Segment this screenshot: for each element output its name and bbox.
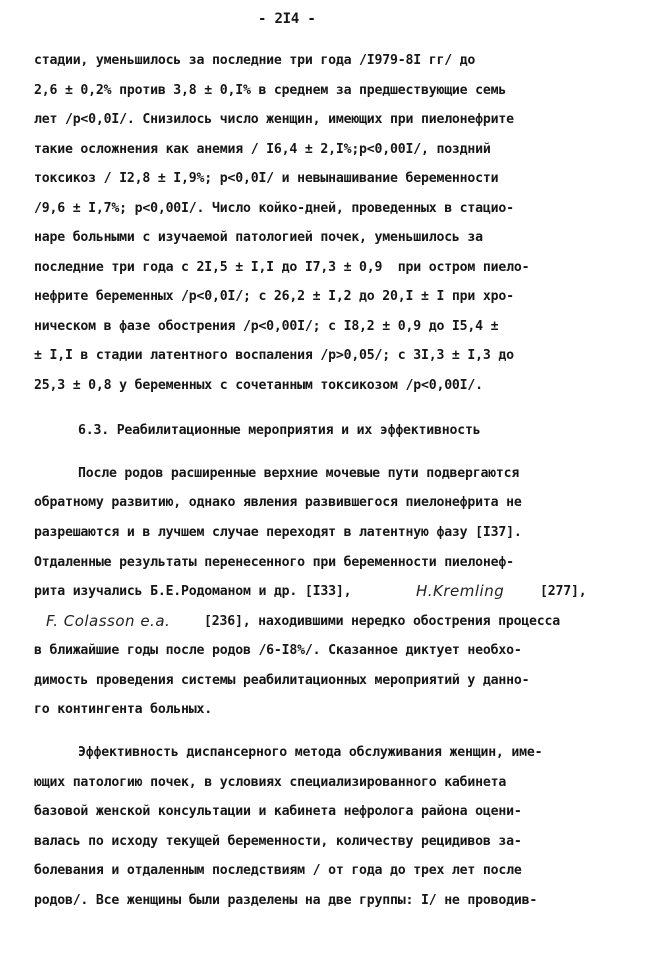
text-line: [236], находившими нередко обострения процесса (204, 614, 561, 629)
text-line: димость проведения системы реабилитационных мероприятий у данно- (34, 673, 530, 688)
text-line: рита изучались Б.Е.Родоманом и др. [I33], (34, 584, 352, 599)
text-line: наре больными с изучаемой патологией почек, уменьшилось за (34, 230, 483, 245)
text-line: /9,6 ± I,7%; p<0,00I/. Число койко-дней, проведенных в стацио- (34, 201, 514, 216)
text-line: ническом в фазе обострения /p<0,00I/; с I8,2 ± 0,9 до I5,4 ± (34, 319, 499, 334)
text-line: последние три года с 2I,5 ± I,I до I7,3 ± 0,9 при остром пиело- (34, 260, 530, 275)
text-line: нефрите беременных /p<0,0I/; с 26,2 ± I,2 до 20,I ± I при хро- (34, 289, 514, 304)
text-line: [277], (540, 584, 587, 599)
text-line: токсикоз / I2,8 ± I,9%; p<0,0I/ и невынашивание беременности (34, 171, 499, 186)
text-line: болевания и отдаленным последствиям / от года до трех лет после (34, 863, 522, 878)
text-line: го контингента больных. (34, 702, 213, 717)
text-line: обратному развитию, однако явления развившегося пиелонефрита не (34, 495, 522, 510)
text-line: ± I,I в стадии латентного воспаления /p>0,05/; с 3I,3 ± I,3 до (34, 348, 514, 363)
text-line: такие осложнения как анемия / I6,4 ± 2,I%;p<0,00I/, поздний (34, 142, 491, 157)
text-line: Отдаленные результаты перенесенного при беременности пиелонеф- (34, 555, 514, 570)
text-line: в ближайшие годы после родов /6-I8%/. Сказанное диктует необхо- (34, 643, 522, 658)
handwritten-author-name: F. Colasson e.a. (46, 612, 171, 630)
text-line: разрешаются и в лучшем случае переходят в латентную фазу [I37]. (34, 525, 522, 540)
page-number: - 2I4 - (258, 11, 316, 27)
text-line: 25,3 ± 0,8 у беременных с сочетанным токсикозом /p<0,00I/. (34, 378, 483, 393)
text-line: стадии, уменьшилось за последние три года /I979-8I гг/ до (34, 53, 476, 68)
text-line: валась по исходу текущей беременности, количеству рецидивов за- (34, 834, 522, 849)
text-line: родов/. Все женщины были разделены на две группы: I/ не проводив- (34, 893, 538, 908)
text-line: лет /p<0,0I/. Снизилось число женщин, имеющих при пиелонефрите (34, 112, 514, 127)
text-line: 2,6 ± 0,2% против 3,8 ± 0,I% в среднем за предшествующие семь (34, 83, 507, 98)
text-line: Эффективность диспансерного метода обслуживания женщин, име- (78, 745, 543, 760)
text-line: После родов расширенные верхние мочевые пути подвергаются (78, 466, 520, 481)
handwritten-author-name: H.Kremling (416, 582, 505, 600)
text-line: базовой женской консультации и кабинета нефролога района оцени- (34, 804, 522, 819)
section-heading: 6.3. Реабилитационные мероприятия и их эффективность (78, 423, 481, 438)
text-line: ющих патологию почек, в условиях специализированного кабинета (34, 775, 507, 790)
